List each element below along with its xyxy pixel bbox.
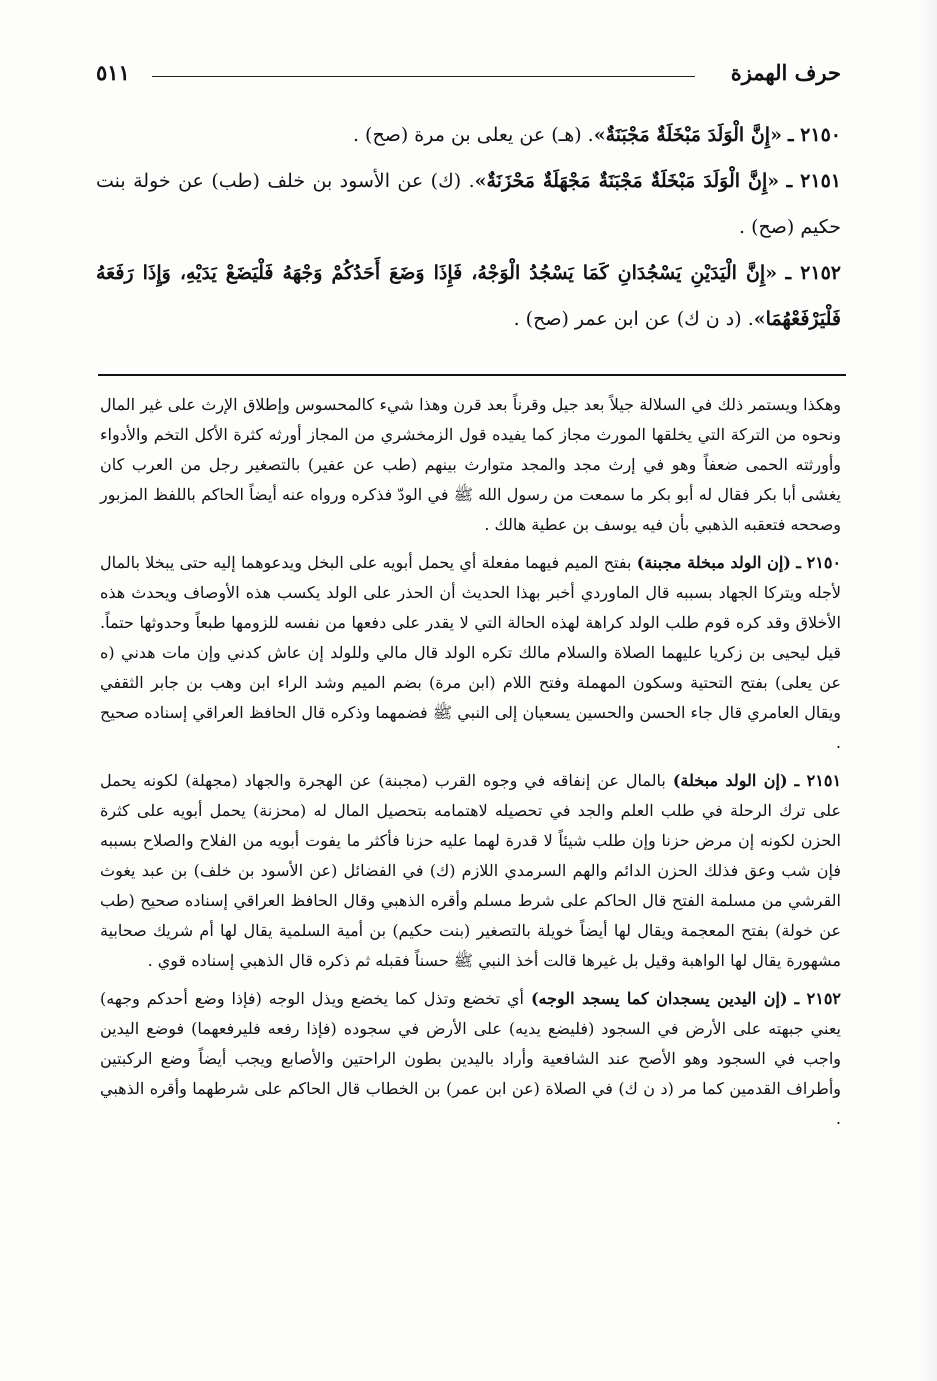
running-title: حرف الهمزة <box>730 60 841 85</box>
commentary-text: وهكذا ويستمر ذلك في السلالة جيلاً بعد جيل وقرناً بعد قرن وهذا شيء كالمحسوس وإطلاق الإرث على غير المال ونحوه من التركة التي يخلقها المورث مجاز كما يفيده قول الزمخشري من المجاز أورثه كثرة الأكل التخم والأدواء وأورثته الحمى ضعفاً وهو في إرث مجد والمجد متوارث بينهم (طب عن عفير) بالتصغير رجل من العرب كان يغشى أبا بكر فقال له أبو بكر ما سمعت من رسول الله ﷺ في الودّ فذكره ورواه عنه أيضاً الحاكم باللفظ المزبور وصححه فتعقبه الذهبي بأن فيه يوسف بن عطية هالك . <box>100 395 842 534</box>
hadith-text-block <box>96 112 841 342</box>
hadith-number: ٢١٥١ ـ <box>786 170 841 192</box>
commentary-2150 <box>100 548 841 758</box>
commentary-number: ٢١٥١ ـ <box>794 771 842 790</box>
commentary-number: ٢١٥٢ ـ <box>794 989 841 1008</box>
hadith-number: ٢١٥٠ ـ <box>787 124 841 146</box>
section-divider <box>98 374 846 376</box>
commentary-phrase: (إن الولد مبخلة) <box>672 771 788 790</box>
commentary-phrase: (إن اليدين يسجدان كما يسجد الوجه) <box>530 989 788 1008</box>
page-number: ٥١١ <box>96 60 130 85</box>
commentary-continuation <box>100 390 841 540</box>
header-rule <box>152 76 695 77</box>
hadith-matn: «إِنَّ الْوَلَدَ مَبْخَلَةٌ مَجْبَنَةٌ» <box>593 124 782 146</box>
scan-edge-shadow <box>919 0 937 1381</box>
hadith-source: . (هـ) عن يعلى بن مرة (صح) . <box>352 124 594 146</box>
hadith-source: . (ك) عن الأسود بن خلف (طب) عن خولة بنت حكيم (صح) . <box>96 170 841 238</box>
commentary-phrase: (إن الولد مبخلة مجبنة) <box>636 553 791 572</box>
commentary-2152 <box>100 984 841 1134</box>
hadith-matn: «إِنَّ الْيَدَيْنِ يَسْجُدَانِ كَمَا يَسْجُدُ الْوَجْهُ، فَإِذَا وَضَعَ أَحَدُكُمْ وَجْهَهُ فَلْيَضَعْ يَدَيْهِ، وَإِذَا رَفَعَهُ فَلْيَرْفَعْهُمَا» <box>96 262 841 330</box>
commentary-text: أي تخضع وتذل كما يخضع ويذل الوجه (فإذا وضع أحدكم وجهه) يعني جبهته على الأرض في السجود (فليضع يديه) على الأرض في سجوده (فإذا رفعه فليرفعهما) فوضع اليدين واجب في السجود وهو الأصح عند الشافعية وأراد باليدين بطون الراحتين والأصابع ويجب أيضاً وضع الركبتين وأطراف القدمين كما مر (د ن ك) في الصلاة (عن ابن عمر) بن الخطاب قال الحاكم على شرطهما وأقره الذهبي . <box>100 989 842 1128</box>
commentary-2151 <box>100 766 841 976</box>
hadith-2151 <box>96 158 841 250</box>
hadith-source: . (د ن ك) عن ابن عمر (صح) . <box>513 308 754 330</box>
hadith-2150 <box>96 112 841 158</box>
page-header <box>96 56 841 90</box>
hadith-number: ٢١٥٢ ـ <box>785 262 841 284</box>
commentary-text: بفتح الميم فيهما مفعلة أي يحمل أبويه على البخل ويدعوهما إليه حتى يبخلا بالمال لأجله ويتركا الجهاد بسببه قال الماوردي أخبر بهذا الحديث أن الحذر على الولد يكسب هذه الأوصاف ويحدث هذه الأخلاق وقد كره قوم طلب الولد كراهة لهذه الحالة التي لا يقدر على دفعها من نفسه للزومها طبعاً وحدوثها حتماً. قيل ليحيى بن زكريا عليهما الصلاة والسلام مالك تكره الولد قال مالي وللولد إن عاش كدني وإن مات هدني (ه عن يعلى) بفتح التحتية وسكون المهملة وفتح اللام (ابن مرة) بضم الميم وشد الراء ابن وهب بن جابر الثقفي ويقال العامري قال جاء الحسن والحسين يسعيان إلى النبي ﷺ فضمهما وذكره قال الحافظ العراقي إسناده صحيح . <box>100 553 841 752</box>
commentary-block <box>100 390 841 1142</box>
commentary-text: بالمال عن إنفاقه في وجوه القرب (مجبنة) عن الهجرة والجهاد (مجهلة) لكونه يحمل على ترك الرحلة في طلب العلم والجد في تحصيله لاهتمامه بتحصيل المال له (محزنة) يحمل أبويه على كثرة الحزن لكونه إن مرض حزنا وإن طلب شيئاً لا قدرة لهما عليه حزنا فأكثر ما يفوت أبويه من الفلاح والصلاح بسببه فإن شب وعق فذلك الحزن الدائم والهم السرمدي اللازم (ك) في الفضائل (عن الأسود بن خلف) بن عبد يغوث القرشي من مسلمة الفتح قال الحاكم على شرط مسلم وأقره الذهبي وقال الحافظ العراقي إسناده صحيح (طب عن خولة) بفتح المعجمة ويقال لها أيضاً خويلة بالتصغير (بنت حكيم) بن أمية السلمية يقال لها أم شريك صحابية مشهورة يقال لها الواهبة وقيل بل غيرها قالت أخذ النبي ﷺ حسناً فقبله ثم ذكره قال الذهبي إسناده قوي . <box>100 771 842 970</box>
hadith-2152 <box>96 250 841 342</box>
commentary-number: ٢١٥٠ ـ <box>796 553 842 572</box>
hadith-matn: «إِنَّ الْوَلَدَ مَبْخَلَةٌ مَجْبَنَةٌ مَجْهَلَةٌ مَحْزَنَةٌ» <box>474 170 780 192</box>
